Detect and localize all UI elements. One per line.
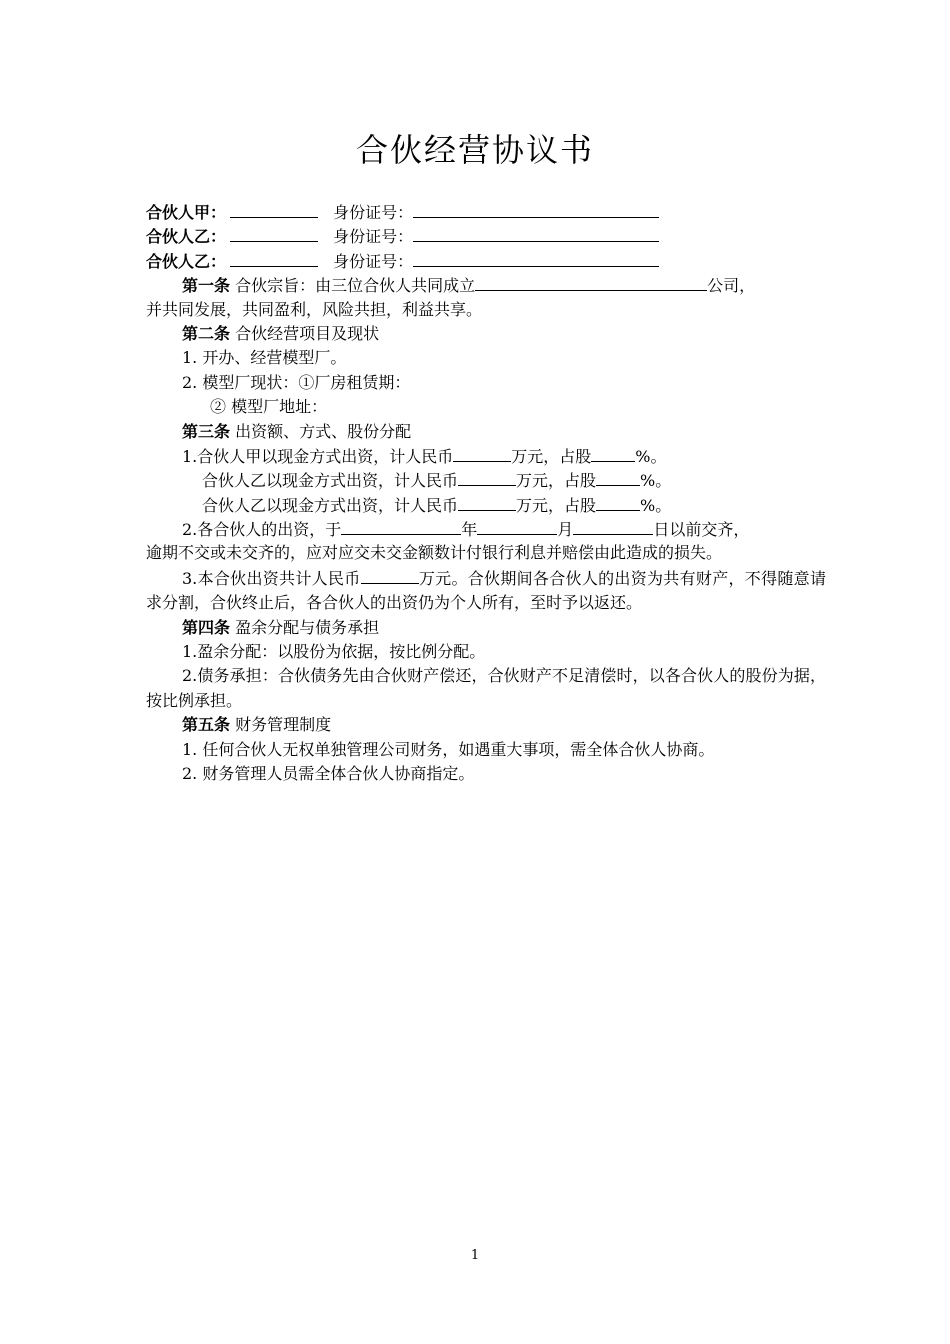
article-1-cont: 并共同发展，共同盈利，风险共担，利益共享。 bbox=[146, 299, 483, 319]
article-text: 合伙宗旨：由三位合伙人共同成立 bbox=[235, 276, 476, 296]
name-blank[interactable] bbox=[230, 249, 318, 267]
article-heading: 第二条 bbox=[182, 323, 231, 343]
contribution-row: 合伙人乙以现金方式出资，计人民币 万元，占股 %。 bbox=[146, 493, 826, 517]
party-line-3 bbox=[146, 249, 826, 273]
amount-blank[interactable] bbox=[458, 493, 516, 511]
share-blank[interactable] bbox=[596, 493, 640, 511]
amount-blank[interactable] bbox=[458, 468, 516, 486]
id-blank[interactable] bbox=[413, 249, 659, 267]
article-3-item-2: 2.各合伙人的出资，于 年 月 日以前交齐， bbox=[146, 517, 826, 541]
share-blank[interactable] bbox=[596, 468, 640, 486]
party-label: 合伙人乙： bbox=[146, 227, 227, 247]
year-blank[interactable] bbox=[341, 517, 461, 535]
day-blank[interactable] bbox=[573, 517, 653, 535]
article-4-item-1: 1.盈余分配：以股份为依据，按比例分配。 bbox=[182, 642, 486, 662]
article-5-item-1: 1. 任何合伙人无权单独管理公司财务，如遇重大事项，需全体合伙人协商。 bbox=[182, 739, 715, 759]
share-blank[interactable] bbox=[591, 444, 635, 462]
total-blank[interactable] bbox=[361, 566, 419, 584]
id-label: 身份证号： bbox=[333, 227, 414, 247]
article-heading: 第五条 bbox=[182, 715, 231, 735]
article-2-item-2: 2. 模型厂现状：①厂房租赁期： bbox=[182, 372, 411, 392]
amount-blank[interactable] bbox=[453, 444, 511, 462]
name-blank[interactable] bbox=[230, 200, 318, 218]
article-text: 合伙经营项目及现状 bbox=[235, 323, 380, 343]
party-label: 合伙人甲： bbox=[146, 203, 227, 222]
article-2 bbox=[146, 322, 826, 346]
article-heading: 第四条 bbox=[182, 617, 231, 637]
page-number: 1 bbox=[470, 1248, 480, 1263]
month-blank[interactable] bbox=[477, 517, 557, 535]
company-blank[interactable] bbox=[475, 273, 707, 291]
article-5-item-2: 2. 财务管理人员需全体合伙人协商指定。 bbox=[182, 764, 475, 784]
article-text: 公司， bbox=[707, 276, 756, 296]
id-label: 身份证号： bbox=[333, 251, 414, 271]
article-text: 财务管理制度 bbox=[235, 715, 332, 735]
contribution-row: 合伙人乙以现金方式出资，计人民币 万元，占股 %。 bbox=[146, 468, 826, 492]
id-blank[interactable] bbox=[413, 200, 659, 218]
article-4-item-2: 2.债务承担：合伙债务先由合伙财产偿还，合伙财产不足清偿时，以各合伙人的股份为据，按比例承担。 bbox=[146, 666, 826, 710]
article-5 bbox=[146, 713, 826, 737]
party-line-1 bbox=[146, 200, 826, 224]
article-4 bbox=[146, 616, 826, 640]
article-2-item-3: ② 模型厂地址： bbox=[210, 397, 328, 417]
article-text: 盈余分配与债务承担 bbox=[235, 617, 380, 637]
article-3 bbox=[146, 420, 826, 444]
article-heading: 第三条 bbox=[182, 421, 231, 441]
party-line-2 bbox=[146, 224, 826, 248]
article-3-item-2-cont: 逾期不交或未交齐的，应对应交未交金额数计付银行利息并赔偿由此造成的损失。 bbox=[146, 543, 723, 563]
article-text: 出资额、方式、股份分配 bbox=[235, 421, 412, 441]
article-3-item-3: 3.本合伙出资共计人民币 万元。合伙期间各合伙人的出资为共有财产，不得随意请求分割，合伙终止后，各合伙人的出资仍为个人所有，至时予以返还。 bbox=[146, 566, 826, 616]
document-title: 合伙经营协议书 bbox=[355, 131, 594, 169]
document-body bbox=[146, 200, 826, 786]
id-blank[interactable] bbox=[413, 224, 659, 242]
party-label: 合伙人乙： bbox=[146, 251, 227, 271]
article-2-item-1: 1. 开办、经营模型厂。 bbox=[182, 348, 347, 368]
article-1 bbox=[146, 273, 826, 297]
id-label: 身份证号： bbox=[333, 203, 414, 222]
contribution-row: 1.合伙人甲以现金方式出资，计人民币 万元，占股 %。 bbox=[146, 444, 826, 468]
name-blank[interactable] bbox=[230, 224, 318, 242]
article-heading: 第一条 bbox=[182, 276, 231, 296]
